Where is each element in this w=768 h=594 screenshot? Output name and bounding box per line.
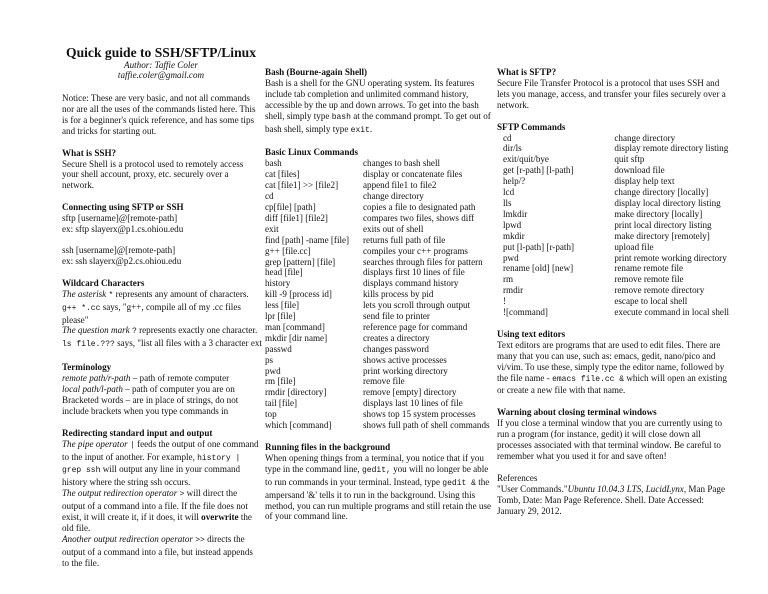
sftp-example: ex: sftp slayerx@p1.cs.ohiou.edu	[62, 224, 184, 235]
command-name: rmdir [directory]	[265, 387, 327, 398]
table-row	[265, 311, 490, 322]
bg-code-2: gedit &	[442, 478, 476, 488]
references-heading: References	[497, 472, 538, 483]
command-description: change directory	[614, 132, 676, 143]
command-description: lets you scroll through output	[363, 300, 471, 311]
table-row	[497, 253, 729, 264]
pipe-text-1: feeds the output of one command to the input of another. For example,	[62, 438, 259, 462]
command-description: shows full path of shell commands	[363, 420, 490, 431]
table-row	[497, 187, 729, 198]
table-row	[265, 387, 490, 398]
table-row	[265, 169, 490, 180]
command-name: cp[file] [path]	[265, 201, 316, 212]
bash-text-1: Bash is a shell for the GNU operating system. Its features include tab completion and unlimited command history, accessible by the up and down arrows. To get into the bash shell, simply type	[265, 77, 479, 121]
command-description: append file1 to file2	[363, 180, 437, 191]
bash-text-2: at the command prompt. To get out of bash shell, simply type	[265, 110, 491, 134]
command-name: man [command]	[265, 321, 325, 332]
question-text: represents exactly one character.	[139, 325, 258, 336]
table-row	[265, 376, 490, 387]
table-row	[265, 289, 490, 300]
asterisk-label: The asterisk	[62, 288, 107, 299]
column-right	[497, 0, 729, 517]
command-name: pwd	[265, 365, 281, 376]
ref-text-2: Man Page Tomb, Date: Man Page Reference. Shell. Date Accessed: January 29, 2012.	[497, 483, 726, 516]
command-name: g++ [file.cc]	[265, 245, 311, 256]
command-name: kill -9 [process id]	[265, 289, 332, 300]
command-name: exit/quit/bye	[503, 154, 549, 165]
question-label: The question mark	[62, 325, 130, 336]
command-name: lpwd	[503, 219, 522, 230]
command-name: rmdir	[503, 285, 524, 296]
command-name: which [command]	[265, 420, 332, 431]
command-name: ps	[265, 354, 274, 365]
local-label: local path/l-path	[62, 384, 123, 395]
bash-code-1: bash	[331, 112, 351, 122]
warning-heading: Warning about closing terminal windows	[497, 407, 657, 418]
command-name: dir/ls	[503, 143, 522, 154]
bash-text-3: .	[369, 123, 373, 134]
command-description: display remote directory listing	[614, 143, 729, 154]
command-description: make directory [remotely]	[614, 230, 710, 241]
gpp-text: says, "g++, compile all of my .cc files please"	[62, 301, 241, 325]
command-description: print remote working directory	[614, 252, 727, 263]
sftp-syntax: sftp [username]@[remote-path]	[62, 213, 178, 224]
term-local	[62, 384, 260, 395]
linux-commands-table	[265, 158, 490, 431]
table-row	[497, 274, 729, 285]
command-name: rename [old] [new]	[503, 263, 574, 274]
ssh-text: Secure Shell is a protocol used to remotely access your shell account, proxy, etc. securely over a network.	[62, 158, 244, 191]
bg-text-3: the ampersand '&' tells it to run in the background. Using this method, you can run multiple programs and still retain the use of your command line.	[265, 476, 492, 522]
table-row	[265, 191, 490, 202]
output-redirect-paragraph	[62, 488, 260, 534]
command-description: quit sftp	[614, 154, 645, 165]
bg-text-2: you will no longer be able to run commands in your terminal. Instead, type	[265, 463, 489, 487]
command-description: print working directory	[363, 365, 448, 376]
command-description: changes to bash shell	[363, 158, 441, 169]
table-row	[265, 300, 490, 311]
command-name: mkdir	[503, 230, 525, 241]
table-row	[497, 220, 729, 231]
editors-text-1: Text editors are programs that are used to edit files. There are many that you can use, such as: emacs, gedit, nano/pico and vi/vim. To use these, simply type the editor name, followed by the file name -	[497, 339, 725, 383]
page-title: Quick guide to SSH/SFTP/Linux	[66, 45, 256, 60]
pipe-symbol: |	[129, 440, 135, 450]
table-row	[265, 158, 490, 169]
command-name: cd	[503, 132, 512, 143]
append-redirect-paragraph	[62, 534, 260, 569]
remote-label: remote path/r-path	[62, 373, 131, 384]
command-description: print local directory listing	[614, 219, 712, 230]
table-row	[497, 285, 729, 296]
command-description: compares two files, shows diff	[363, 212, 475, 223]
command-name: diff [file1] [file2]	[265, 212, 328, 223]
command-name: less [file]	[265, 300, 300, 311]
table-row	[497, 307, 729, 318]
command-description: displays last 10 lines of file	[363, 398, 463, 409]
ssh-example: ex: ssh slayerx@p2.cs.ohiou.edu	[62, 255, 182, 266]
pipe-text-2: will output any line in your command history where the string ssh occurs.	[62, 464, 241, 488]
command-name: cat [files]	[265, 169, 300, 180]
connect-heading: Connecting using SFTP or SSH	[62, 202, 184, 213]
command-description: download file	[614, 165, 665, 176]
table-row	[497, 165, 729, 176]
notice-text: Notice: These are very basic, and not all commands nor are all the uses of the commands listed here. This is for a beginner's quick reference, and has some tips and tricks for starting out.	[62, 93, 256, 136]
ssh-heading: What is SSH?	[62, 147, 117, 158]
bg-code-1: gedit,	[361, 465, 391, 475]
table-row	[265, 235, 490, 246]
table-row	[497, 133, 729, 144]
terminology-heading: Terminology	[62, 362, 112, 373]
asterisk-text: represents any amount of characters.	[115, 288, 249, 299]
term-remote	[62, 373, 260, 384]
command-name: !	[503, 296, 507, 307]
table-row	[497, 296, 729, 307]
ref-italic: Ubuntu 10.04.3 LTS, LucidLynx,	[567, 483, 687, 494]
output-text-2: the old file.	[62, 512, 252, 533]
column-left	[62, 0, 260, 569]
local-text: – path of computer you are on	[125, 384, 235, 395]
term-bracket: Bracketed words – are in place of strings, do not include brackets when you type commands in	[62, 394, 239, 416]
table-row	[497, 263, 729, 274]
table-row	[265, 344, 490, 355]
table-row	[265, 180, 490, 191]
command-name: lmkdir	[503, 208, 528, 219]
command-description: copies a file to designated path	[363, 201, 476, 212]
command-name: lpr [file]	[265, 311, 296, 322]
command-name: rm	[503, 274, 514, 285]
ref-text-1: "User Commands."	[497, 483, 568, 494]
table-row	[265, 322, 490, 333]
pipe-paragraph	[62, 439, 260, 489]
bash-paragraph	[265, 78, 493, 137]
table-row	[265, 366, 490, 377]
table-row	[265, 420, 490, 431]
command-description: kills process by pid	[363, 289, 434, 300]
command-name: top	[265, 409, 277, 420]
output-symbol: >	[179, 490, 185, 500]
pipe-code: history | grep ssh	[62, 453, 241, 476]
command-description: reference page for command	[363, 321, 468, 332]
table-row	[265, 333, 490, 344]
editors-code: emacs file.cc &	[552, 374, 625, 384]
table-row	[265, 355, 490, 366]
table-row	[265, 202, 490, 213]
sftp-commands-heading: SFTP Commands	[497, 121, 566, 132]
wildcard-heading: Wildcard Characters	[62, 277, 145, 288]
wildcard-asterisk	[62, 289, 260, 302]
command-description: execute command in local shell	[614, 307, 729, 318]
command-name: history	[265, 278, 291, 289]
table-row	[497, 154, 729, 165]
command-description: returns full path of file	[363, 234, 446, 245]
command-name: lcd	[503, 187, 515, 198]
table-row	[497, 198, 729, 209]
command-description: rename remote file	[614, 263, 684, 274]
redirect-heading: Redirecting standard input and output	[62, 427, 213, 438]
command-description: displays command history	[363, 278, 459, 289]
command-description: displays first 10 lines of file	[363, 267, 465, 278]
output-text-1: will direct the output of a command into a file. If the file does not exist, it will create it, if it does, it will	[62, 488, 248, 523]
table-row	[497, 176, 729, 187]
table-row	[497, 143, 729, 154]
author-line: Author: Taffie Coler	[124, 60, 198, 70]
append-text: directs the output of a command into a file, but instead appends to the file.	[62, 533, 253, 568]
command-name: exit	[265, 223, 279, 234]
linux-commands-heading: Basic Linux Commands	[265, 147, 358, 158]
remote-text: – path of remote computer	[132, 373, 230, 384]
bg-text-1: When opening things from a terminal, you notice that if you type in the command line,	[265, 452, 484, 474]
wildcard-question	[62, 325, 260, 338]
table-row	[497, 231, 729, 242]
command-description: exits out of shell	[363, 223, 424, 234]
table-row	[497, 209, 729, 220]
ls-code: ls file.???	[62, 340, 115, 350]
command-name: passwd	[265, 343, 292, 354]
asterisk-symbol: *	[108, 290, 114, 300]
command-description: creates a directory	[363, 332, 430, 343]
editors-text-2: which will open an existing or create a new file with that name.	[497, 372, 727, 396]
command-name: cd	[265, 191, 274, 202]
command-description: remove remote file	[614, 274, 684, 285]
command-name: mkdir [dir name]	[265, 332, 328, 343]
append-label: Another output redirection operator	[62, 533, 193, 544]
command-name: tail [file]	[265, 398, 298, 409]
table-row	[265, 409, 490, 420]
command-description: searches through files for pattern	[363, 256, 483, 267]
command-name: find [path] -name [file]	[265, 234, 350, 245]
command-name: help/?	[503, 176, 526, 187]
editors-heading: Using text editors	[497, 328, 566, 339]
table-row	[497, 242, 729, 253]
command-description: display local directory listing	[614, 197, 721, 208]
sftp-heading: What is SFTP?	[497, 67, 557, 77]
background-paragraph	[265, 453, 493, 522]
command-description: shows top 15 system processes	[363, 409, 476, 420]
warning-text: If you close a terminal window that you are currently using to run a program (for instance, gedit) it will close down all processes associated with that terminal window. Be careful to remember what you used it for and save often!	[497, 418, 723, 461]
table-row	[265, 257, 490, 268]
command-description: display help text	[614, 176, 675, 187]
command-name: get [r-path] [l-path]	[503, 165, 574, 176]
command-description: shows active processes	[363, 354, 447, 365]
ls-text: says, "list all files with a 3 character ext	[117, 338, 262, 349]
command-description: upload file	[614, 241, 654, 252]
command-description: change directory [locally]	[614, 187, 709, 198]
reference-entry	[497, 484, 729, 517]
command-name: pwd	[503, 252, 519, 263]
editors-paragraph	[497, 340, 729, 397]
command-name: cat [file1] >> [file2]	[265, 180, 339, 191]
command-name: head [file]	[265, 267, 303, 278]
pipe-label: The pipe operator	[62, 438, 128, 449]
command-description: changes password	[363, 343, 429, 354]
command-description: change directory	[363, 191, 424, 202]
table-row	[265, 398, 490, 409]
output-bold: overwrite	[201, 512, 239, 523]
command-description: remove file	[363, 376, 405, 387]
command-description: send file to printer	[363, 311, 430, 322]
command-description: remove [empty] directory	[363, 387, 457, 398]
table-row	[265, 246, 490, 257]
sftp-commands-table	[497, 133, 729, 318]
table-row	[265, 224, 490, 235]
command-description: display or concatenate files	[363, 169, 463, 180]
table-row	[265, 267, 490, 278]
command-name: put [l-path] [r-path]	[503, 241, 575, 252]
command-description: escape to local shell	[614, 296, 688, 307]
gpp-code: g++ *.cc	[62, 303, 101, 313]
command-description: compiles your c++ programs	[363, 245, 468, 256]
command-name: grep [pattern] [file]	[265, 256, 336, 267]
command-name: rm [file]	[265, 376, 296, 387]
command-name: ![command]	[503, 307, 548, 318]
ssh-syntax: ssh [username]@[remote-path]	[62, 244, 176, 255]
table-row	[265, 213, 490, 224]
wildcard-gpp	[62, 302, 260, 326]
author-email: taffie.coler@gmail.com	[117, 70, 205, 80]
bash-code-2: exit	[350, 125, 370, 135]
wildcard-ls	[62, 338, 260, 351]
output-label: The output redirection operator	[62, 488, 178, 499]
command-description: make directory [locally]	[614, 208, 703, 219]
column-middle	[265, 0, 493, 522]
table-row	[265, 278, 490, 289]
command-description: remove remote directory	[614, 285, 705, 296]
sftp-description: Secure File Transfer Protocol is a protocol that uses SSH and lets you manage, access, and transfer your files securely over a network.	[497, 77, 726, 110]
background-heading: Running files in the background	[265, 442, 391, 452]
command-name: lls	[503, 197, 512, 208]
command-name: bash	[265, 158, 282, 169]
bash-heading: Bash (Bourne-again Shell)	[265, 67, 368, 77]
append-symbol: >>	[195, 535, 205, 545]
question-symbol: ?	[131, 327, 137, 337]
